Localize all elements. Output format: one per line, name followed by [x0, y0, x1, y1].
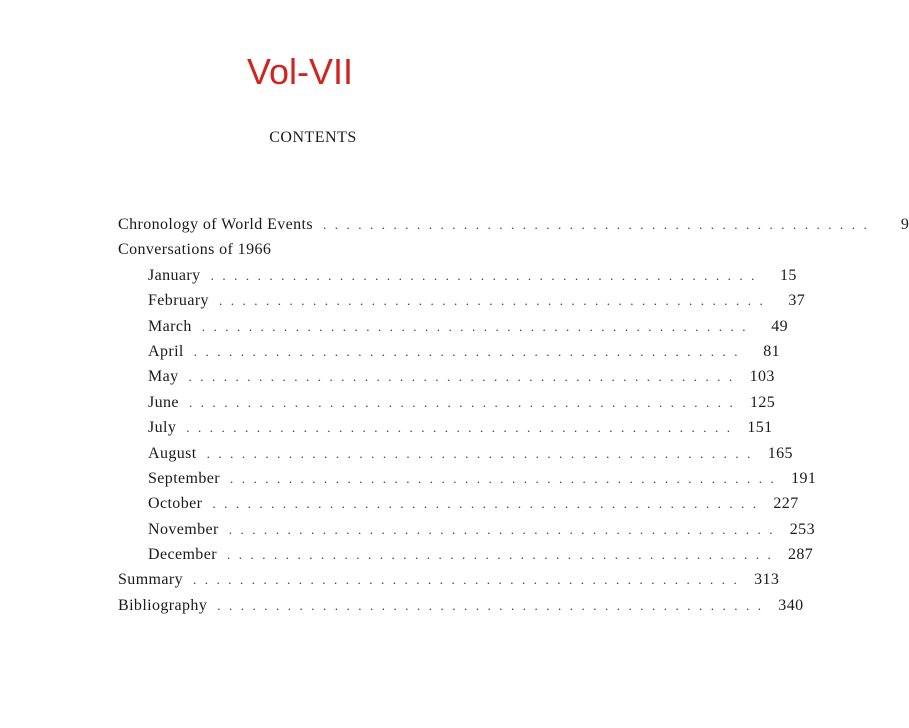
toc-entry-january [118, 263, 797, 288]
toc-entry-label: November [148, 520, 219, 538]
toc-entry-page: 165 [767, 444, 793, 462]
dot-leader: ............................................... [218, 293, 772, 309]
toc-entry-page: 15 [780, 266, 797, 284]
toc-entry-page: 125 [749, 393, 776, 411]
toc-entry-conversations [118, 237, 508, 262]
toc-entry-march [118, 314, 789, 339]
toc-entry-october [118, 491, 799, 516]
toc-entry-label: Conversations of 1966 [118, 241, 272, 259]
dot-leader: ............................................... [188, 369, 741, 385]
toc-entry-label: December [148, 546, 217, 564]
dot-leader: ............................................... [210, 267, 763, 283]
toc-entry-label: August [148, 444, 197, 462]
dot-leader: ............................................... [226, 547, 780, 563]
toc-entry-page: 287 [787, 546, 814, 564]
toc-entry-page: 9 [900, 216, 909, 233]
toc-entry-july [118, 415, 773, 440]
toc-entry-page: 191 [791, 469, 817, 487]
toc-entry-label: March [148, 317, 192, 335]
toc-entry-label: April [148, 342, 184, 360]
dot-leader: ............................................... [230, 470, 783, 486]
toc-entry-chronology [118, 212, 909, 237]
toc-entry-page: 49 [771, 317, 789, 335]
toc-entry-label: June [148, 393, 179, 411]
dot-leader: ............................................... [323, 217, 876, 232]
toc-entry-label: Summary [118, 571, 184, 589]
toc-entry-august [118, 441, 793, 466]
toc-entry-page: 227 [773, 495, 799, 513]
toc-entry-page: 313 [754, 571, 780, 589]
toc-entry-page: 340 [778, 596, 804, 614]
dot-leader: ............................................... [188, 394, 742, 410]
toc-entry-summary [118, 567, 780, 592]
toc-entry-label: October [148, 495, 203, 513]
dot-leader: ............................................... [201, 318, 755, 334]
toc-entry-page: 151 [747, 419, 773, 437]
contents-heading: CONTENTS [269, 129, 357, 146]
volume-title: Vol-VII [246, 51, 354, 92]
toc-entry-may [118, 364, 775, 389]
toc-entry-june [118, 390, 776, 415]
toc-entry-september [118, 466, 817, 491]
toc-entry-label: September [148, 469, 221, 487]
toc-entry-page: 37 [788, 292, 806, 310]
toc-entry-bibliography [118, 593, 804, 618]
toc-entry-label: May [148, 368, 179, 386]
toc-entry-page: 81 [763, 342, 781, 360]
dot-leader: ............................................... [212, 496, 765, 512]
dot-leader: ............................................... [228, 521, 781, 537]
toc-entry-label: Chronology of World Events [118, 216, 314, 233]
toc-entry-label: July [148, 419, 177, 437]
toc-entry-label: January [148, 266, 201, 284]
toc-entry-december [118, 542, 814, 567]
toc-entry-april [118, 339, 781, 364]
toc-entry-page: 253 [789, 520, 815, 538]
toc-entry-february [118, 288, 806, 313]
toc-entry-label: February [148, 292, 209, 310]
dot-leader: ............................................... [186, 420, 739, 436]
dot-leader: ............................................... [193, 343, 747, 359]
toc-entry-november [118, 517, 815, 542]
toc-entry-page: 103 [749, 368, 775, 386]
table-of-contents [118, 212, 909, 618]
dot-leader: ............................................... [206, 445, 759, 461]
toc-entry-label: Bibliography [118, 596, 208, 614]
dot-leader: ............................................... [217, 597, 770, 613]
dot-leader: ............................................... [193, 572, 746, 588]
